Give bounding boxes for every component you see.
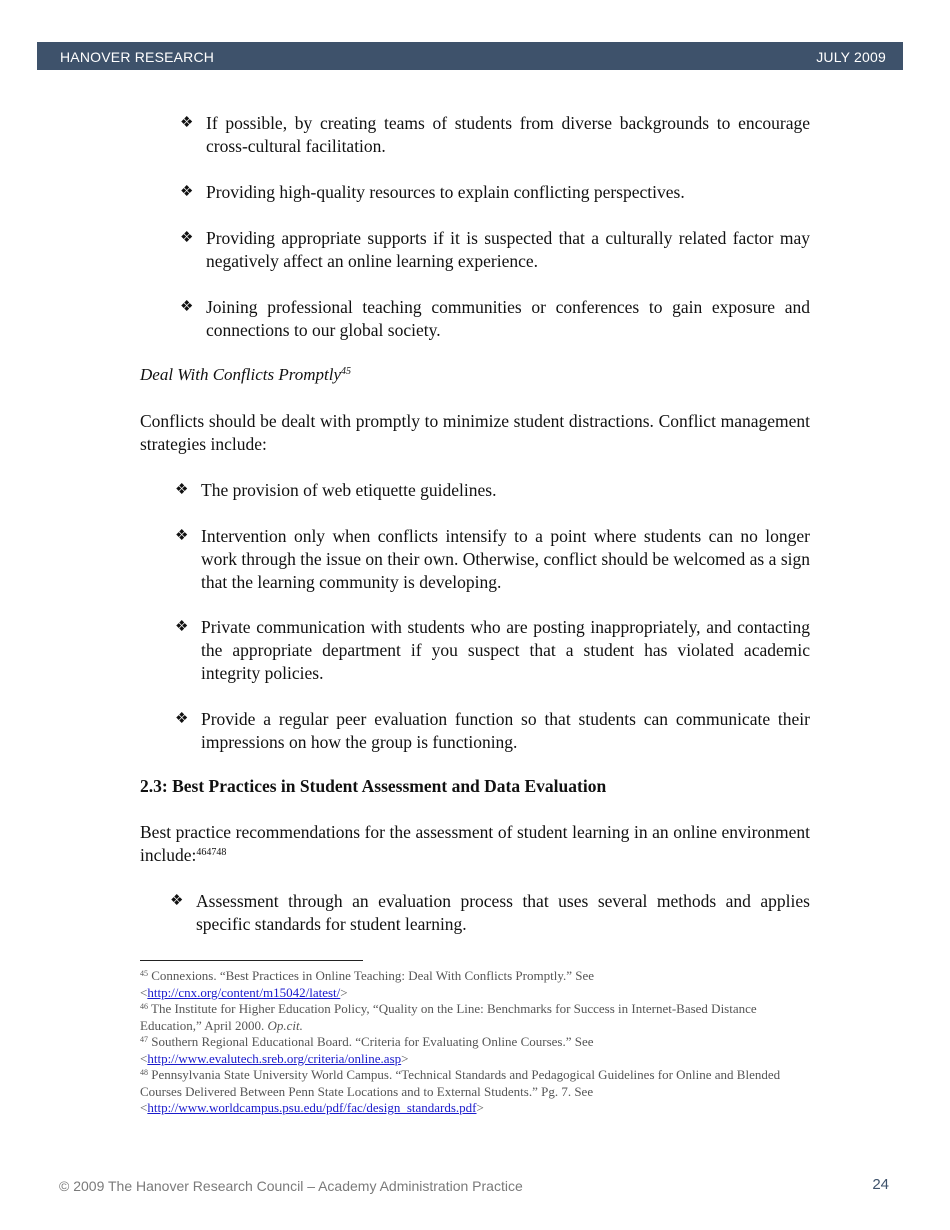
assessment-intro — [140, 821, 810, 867]
footnote-48 — [140, 1067, 810, 1117]
bullet-text: The provision of web etiquette guidelines. — [201, 480, 497, 500]
section-heading: 2.3: Best Practices in Student Assessment and Data Evaluation — [140, 776, 607, 796]
footnote-number: 47 — [140, 1035, 148, 1044]
subheading-text: Deal With Conflicts Promptly — [140, 365, 341, 384]
bullet-text: Intervention only when conflicts intensify to a point where students can no longer work through the issue on their own. Otherwise, conflict should be welcomed as a sign that the learning community is developing. — [201, 526, 810, 592]
list-item — [175, 708, 810, 754]
bullet-diamond-icon: ❖ — [170, 893, 184, 909]
footnote-divider — [140, 960, 363, 961]
footnote-link[interactable]: http://www.evalutech.sreb.org/criteria/online.asp — [147, 1050, 402, 1066]
footnote-ref: 45 — [341, 366, 351, 377]
footnote-italic: Op.cit. — [267, 1017, 303, 1033]
bullet-diamond-icon: ❖ — [175, 528, 189, 544]
bracket-open: < — [140, 984, 148, 1000]
footnote-number: 48 — [140, 1068, 148, 1077]
footnote-number: 46 — [140, 1002, 148, 1011]
list-item — [180, 112, 810, 158]
bullet-text: Provide a regular peer evaluation function so that students can communicate their impressions on how the group is functioning. — [201, 709, 810, 752]
list-item — [180, 227, 810, 273]
bullet-diamond-icon: ❖ — [175, 482, 189, 498]
list-item — [175, 525, 810, 594]
footnote-text: Southern Regional Educational Board. “Criteria for Evaluating Online Courses.” See — [151, 1034, 594, 1049]
footnote-45 — [140, 968, 810, 1001]
bullet-diamond-icon: ❖ — [180, 230, 194, 246]
conflicts-intro: Conflicts should be dealt with promptly to minimize student distractions. Conflict management strategies include: — [140, 411, 810, 454]
footnote-text: Pennsylvania State University World Campus. “Technical Standards and Pedagogical Guidelines for Online and Blended Courses Delivered Between Penn State Locations and to External Students.” Pg. 7. See — [140, 1067, 781, 1099]
bracket-close: > — [340, 984, 348, 1000]
bracket-close: > — [476, 1100, 484, 1115]
footnote-refs: 464748 — [196, 847, 227, 858]
header-org: HANOVER RESEARCH — [60, 49, 215, 65]
bullet-text: If possible, by creating teams of students from diverse backgrounds to encourage cross-cultural facilitation. — [206, 113, 810, 156]
footnotes — [140, 968, 810, 1117]
footnote-link[interactable]: http://cnx.org/content/m15042/latest/ — [147, 984, 341, 1000]
footer-copyright: © 2009 The Hanover Research Council – Academy Administration Practice — [59, 1178, 523, 1194]
bracket-open: < — [140, 1100, 148, 1115]
page-header — [37, 42, 903, 70]
footnote-text: The Institute for Higher Education Policy, “Quality on the Line: Benchmarks for Success in Internet-Based Distance Education,” April 2000. — [140, 1001, 757, 1033]
bullet-diamond-icon: ❖ — [175, 619, 189, 635]
bullet-diamond-icon: ❖ — [180, 184, 194, 200]
footnote-text: Connexions. “Best Practices in Online Teaching: Deal With Conflicts Promptly.” See — [151, 968, 595, 983]
footnote-47 — [140, 1034, 810, 1067]
footnote-number: 45 — [140, 969, 148, 978]
bullet-text: Providing high-quality resources to explain conflicting perspectives. — [206, 182, 685, 202]
list-item — [175, 479, 810, 502]
bullet-text: Joining professional teaching communities or conferences to gain exposure and connections to our global society. — [206, 297, 810, 340]
header-date: JULY 2009 — [816, 49, 886, 65]
list-item — [180, 296, 810, 342]
footnote-46 — [140, 1001, 810, 1034]
footnote-link[interactable]: http://www.worldcampus.psu.edu/pdf/fac/design_standards.pdf — [147, 1100, 477, 1115]
bullet-text: Private communication with students who are posting inappropriately, and contacting the appropriate department if you suspect that a student has violated academic integrity policies. — [201, 617, 810, 683]
bullet-text: Assessment through an evaluation process that uses several methods and applies specific standards for student learning. — [196, 891, 810, 934]
list-item — [180, 181, 810, 204]
bullet-diamond-icon: ❖ — [180, 115, 194, 131]
bracket-open: < — [140, 1050, 148, 1066]
list-item — [175, 616, 810, 685]
bullet-diamond-icon: ❖ — [175, 711, 189, 727]
bullet-diamond-icon: ❖ — [180, 299, 194, 315]
assessment-intro-text: Best practice recommendations for the assessment of student learning in an online environment include: — [140, 822, 810, 865]
bracket-close: > — [401, 1050, 409, 1066]
subheading-conflicts — [140, 365, 351, 385]
page-number: 24 — [872, 1176, 889, 1193]
list-item — [170, 890, 810, 936]
bullet-text: Providing appropriate supports if it is suspected that a culturally related factor may negatively affect an online learning experience. — [206, 228, 810, 271]
